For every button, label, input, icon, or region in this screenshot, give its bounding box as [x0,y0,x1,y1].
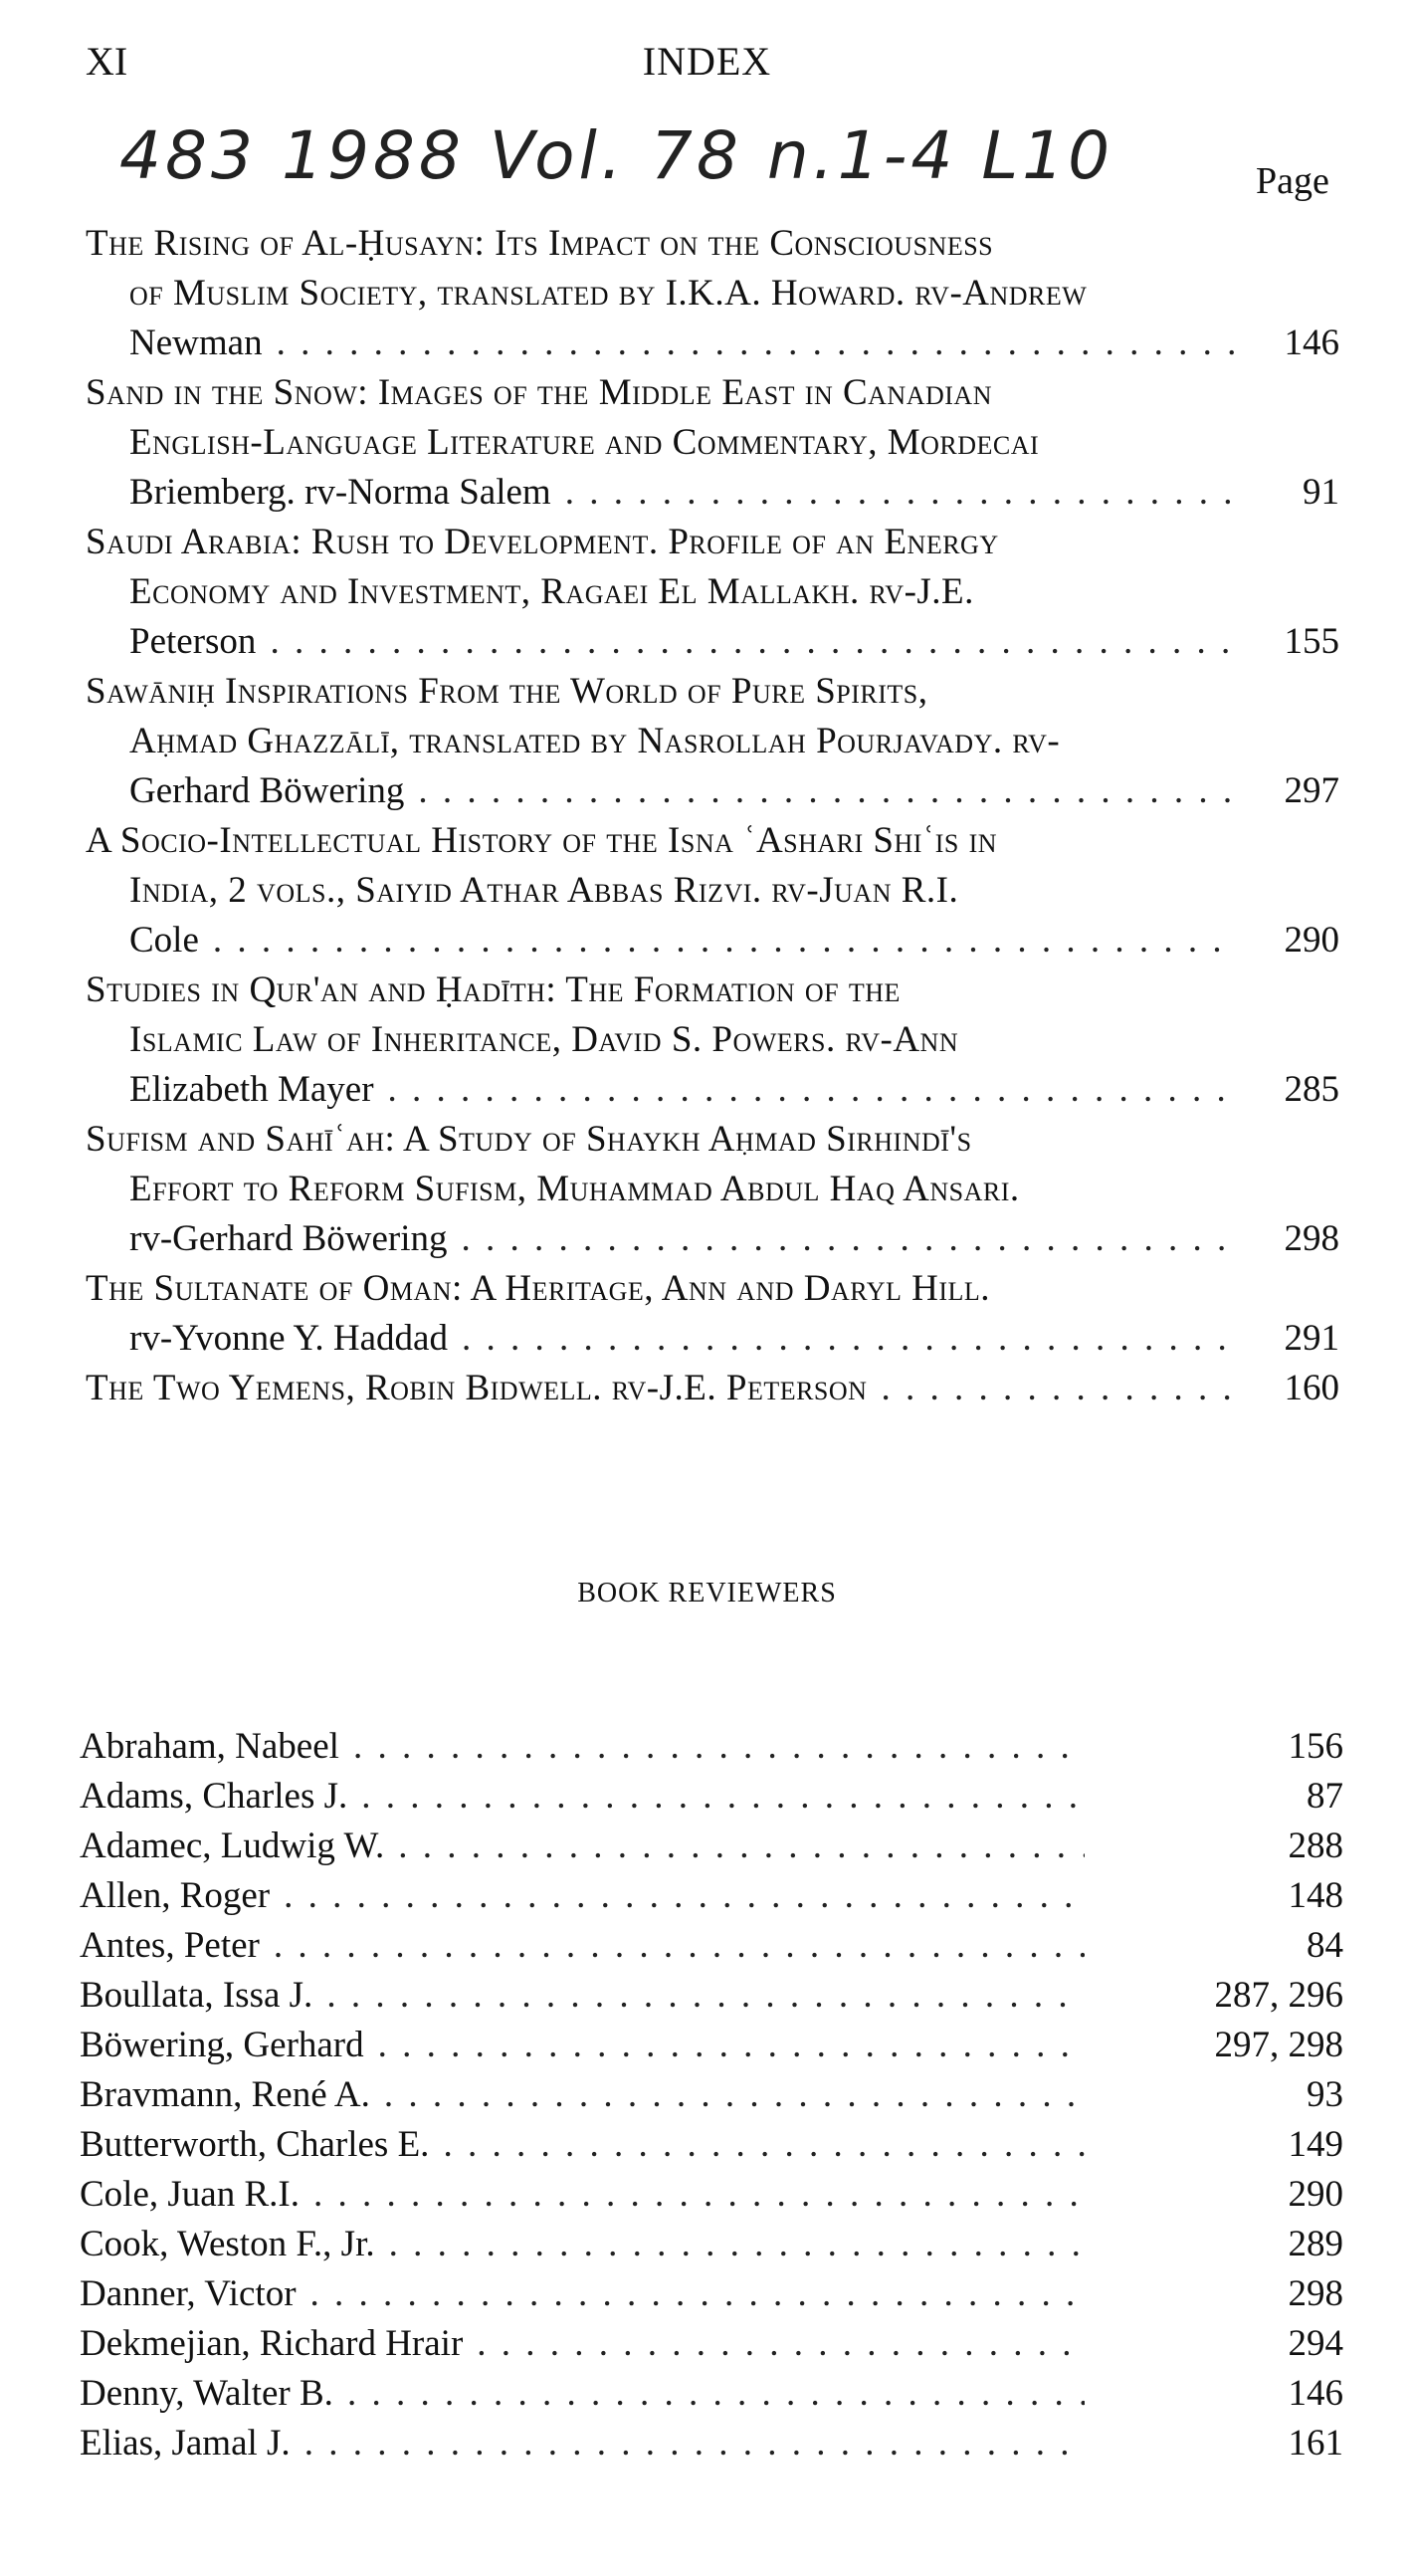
reviewer-pages: 297, 298 [1214,2025,1343,2065]
entry-last-line [86,916,1339,966]
reviewer-row [80,2170,1343,2220]
dot-leader [361,1772,1085,1822]
index-entry [86,518,1339,667]
reviewer-row [80,1971,1343,2021]
index-entry [86,1264,1339,1364]
index-entry [86,966,1339,1115]
entry-line: A Socio-Intellectual History of the Isna ʿAshari Shiʿis in [86,820,998,861]
entry-page-number: 290 [1284,920,1339,961]
reviewer-name: Adams, Charles J. [80,1776,348,1817]
reviewer-name: Antes, Peter [80,1925,260,1966]
reviewer-row [80,1822,1343,1871]
entry-line: Economy and Investment, Ragaei El Mallakh. rv-J.E. [129,571,974,612]
reviewer-pages: 87 [1307,1776,1343,1817]
entry-page-number: 298 [1284,1218,1339,1259]
index-entry [86,368,1339,518]
reviewer-name: Cole, Juan R.I. [80,2174,300,2215]
dot-leader [310,2269,1085,2319]
page-title: INDEX [642,39,772,84]
entry-page-number: 285 [1284,1069,1339,1110]
entry-last-line [86,1214,1339,1264]
reviewer-pages: 161 [1288,2423,1343,2464]
dot-leader [326,1971,1085,2021]
section-heading-book-reviewers: BOOK REVIEWERS [577,1578,837,1609]
entry-last-text: Gerhard Böwering [129,770,405,811]
dot-leader [388,1065,1238,1115]
reviewer-row [80,2369,1343,2419]
dot-leader [462,1214,1238,1264]
entry-last-text: The Two Yemens, Robin Bidwell. rv-J.E. Peterson [86,1368,868,1408]
entry-line: The Sultanate of Oman: A Heritage, Ann and Daryl Hill. [86,1268,991,1309]
entry-last-text: Cole [129,920,199,961]
reviewer-pages: 84 [1307,1925,1343,1966]
reviewer-name: Butterworth, Charles E. [80,2124,430,2165]
reviewer-row [80,1772,1343,1822]
reviewer-row [80,1871,1343,1921]
dot-leader [477,2319,1085,2369]
reviewer-row [80,2070,1343,2120]
entry-page-number: 155 [1284,621,1339,662]
dot-leader [384,2070,1085,2120]
entry-line: Islamic Law of Inheritance, David S. Powers. rv-Ann [129,1019,959,1060]
index-entry [86,219,1339,368]
entry-last-text: Newman [129,322,263,363]
entry-last-line [86,1314,1339,1364]
entry-line: of Muslim Society, translated by I.K.A. Howard. rv-Andrew [129,273,1088,314]
entry-page-number: 146 [1284,322,1339,363]
dot-leader [284,1871,1085,1921]
entry-last-line [86,766,1339,816]
reviewer-row [80,2419,1343,2469]
page-number: XI [86,39,128,84]
reviewer-name: Boullata, Issa J. [80,1975,313,2016]
dot-leader [347,2369,1085,2419]
dot-leader [418,766,1238,816]
entry-last-text: rv-Gerhard Böwering [129,1218,448,1259]
entry-line: Sand in the Snow: Images of the Middle East in Canadian [86,372,992,413]
entry-line: Aḥmad Ghazzālī, translated by Nasrollah Pourjavady. rv- [129,721,1061,761]
reviewer-pages: 156 [1288,1726,1343,1767]
entry-last-text: rv-Yvonne Y. Haddad [129,1318,448,1359]
book-title-index [86,219,1339,1413]
index-entry [86,1364,1339,1413]
reviewer-pages: 289 [1288,2224,1343,2264]
reviewer-pages: 148 [1288,1875,1343,1916]
entry-last-line [86,1364,1339,1413]
reviewer-pages: 298 [1288,2273,1343,2314]
reviewer-row [80,2021,1343,2070]
entry-last-text: Peterson [129,621,257,662]
dot-leader [274,1921,1085,1971]
index-entry [86,816,1339,966]
reviewer-pages: 149 [1288,2124,1343,2165]
reviewer-pages: 287, 296 [1214,1975,1343,2016]
entry-last-line [86,468,1339,518]
entry-line: Effort to Reform Sufism, Muhammad Abdul Haq Ansari. [129,1169,1020,1209]
reviewer-name: Denny, Walter B. [80,2373,333,2414]
entry-line: The Rising of Al-Ḥusayn: Its Impact on the Consciousness [86,223,994,264]
reviewer-row [80,2319,1343,2369]
reviewer-row [80,2120,1343,2170]
dot-leader [277,319,1238,368]
entry-line: Studies in Qur'an and Ḥadīth: The Formation of the [86,969,901,1010]
entry-last-text: Elizabeth Mayer [129,1069,374,1110]
entry-last-line [86,319,1339,368]
entry-last-line [86,1065,1339,1115]
index-entry [86,1115,1339,1264]
reviewer-name: Cook, Weston F., Jr. [80,2224,375,2264]
dot-leader [398,1822,1085,1871]
dot-leader [881,1364,1238,1413]
entry-line: Sawāniḥ Inspirations From the World of Pure Spirits, [86,671,928,712]
entry-page-number: 291 [1284,1318,1339,1359]
reviewer-pages: 146 [1288,2373,1343,2414]
dot-leader [565,468,1238,518]
entry-line: Saudi Arabia: Rush to Development. Profile of an Energy [86,522,999,562]
reviewer-name: Allen, Roger [80,1875,271,1916]
dot-leader [313,2170,1085,2220]
book-reviewers-list [80,1722,1343,2469]
entry-last-text: Briemberg. rv-Norma Salem [129,472,551,513]
index-entry [86,667,1339,816]
reviewer-name: Elias, Jamal J. [80,2423,291,2464]
entry-page-number: 91 [1303,472,1339,513]
page-column-label: Page [1256,160,1329,202]
reviewer-row [80,1921,1343,1971]
reviewer-name: Danner, Victor [80,2273,297,2314]
dot-leader [270,617,1238,667]
reviewer-row [80,2269,1343,2319]
dot-leader [353,1722,1085,1772]
dot-leader [389,2220,1085,2269]
reviewer-pages: 288 [1288,1825,1343,1866]
entry-last-line [86,617,1339,667]
dot-leader [443,2120,1085,2170]
entry-page-number: 160 [1284,1368,1339,1408]
reviewer-name: Abraham, Nabeel [80,1726,339,1767]
dot-leader [304,2419,1085,2469]
reviewer-row [80,2220,1343,2269]
entry-line: Sufism and Sahīʿah: A Study of Shaykh Aḥmad Sirhindī's [86,1119,972,1160]
handwritten-call-number: 483 1988 Vol. 78 n.1-4 L10 [119,117,1114,194]
reviewer-pages: 290 [1288,2174,1343,2215]
reviewer-pages: 294 [1288,2323,1343,2364]
reviewer-name: Böwering, Gerhard [80,2025,364,2065]
dot-leader [213,916,1238,966]
reviewer-pages: 93 [1307,2074,1343,2115]
entry-line: India, 2 vols., Saiyid Athar Abbas Rizvi. rv-Juan R.I. [129,870,959,911]
reviewer-name: Dekmejian, Richard Hrair [80,2323,464,2364]
reviewer-row [80,1722,1343,1772]
entry-line: English-Language Literature and Commentary, Mordecai [129,422,1040,463]
entry-page-number: 297 [1284,770,1339,811]
dot-leader [378,2021,1085,2070]
reviewer-name: Bravmann, René A. [80,2074,370,2115]
reviewer-name: Adamec, Ludwig W. [80,1825,385,1866]
dot-leader [462,1314,1238,1364]
